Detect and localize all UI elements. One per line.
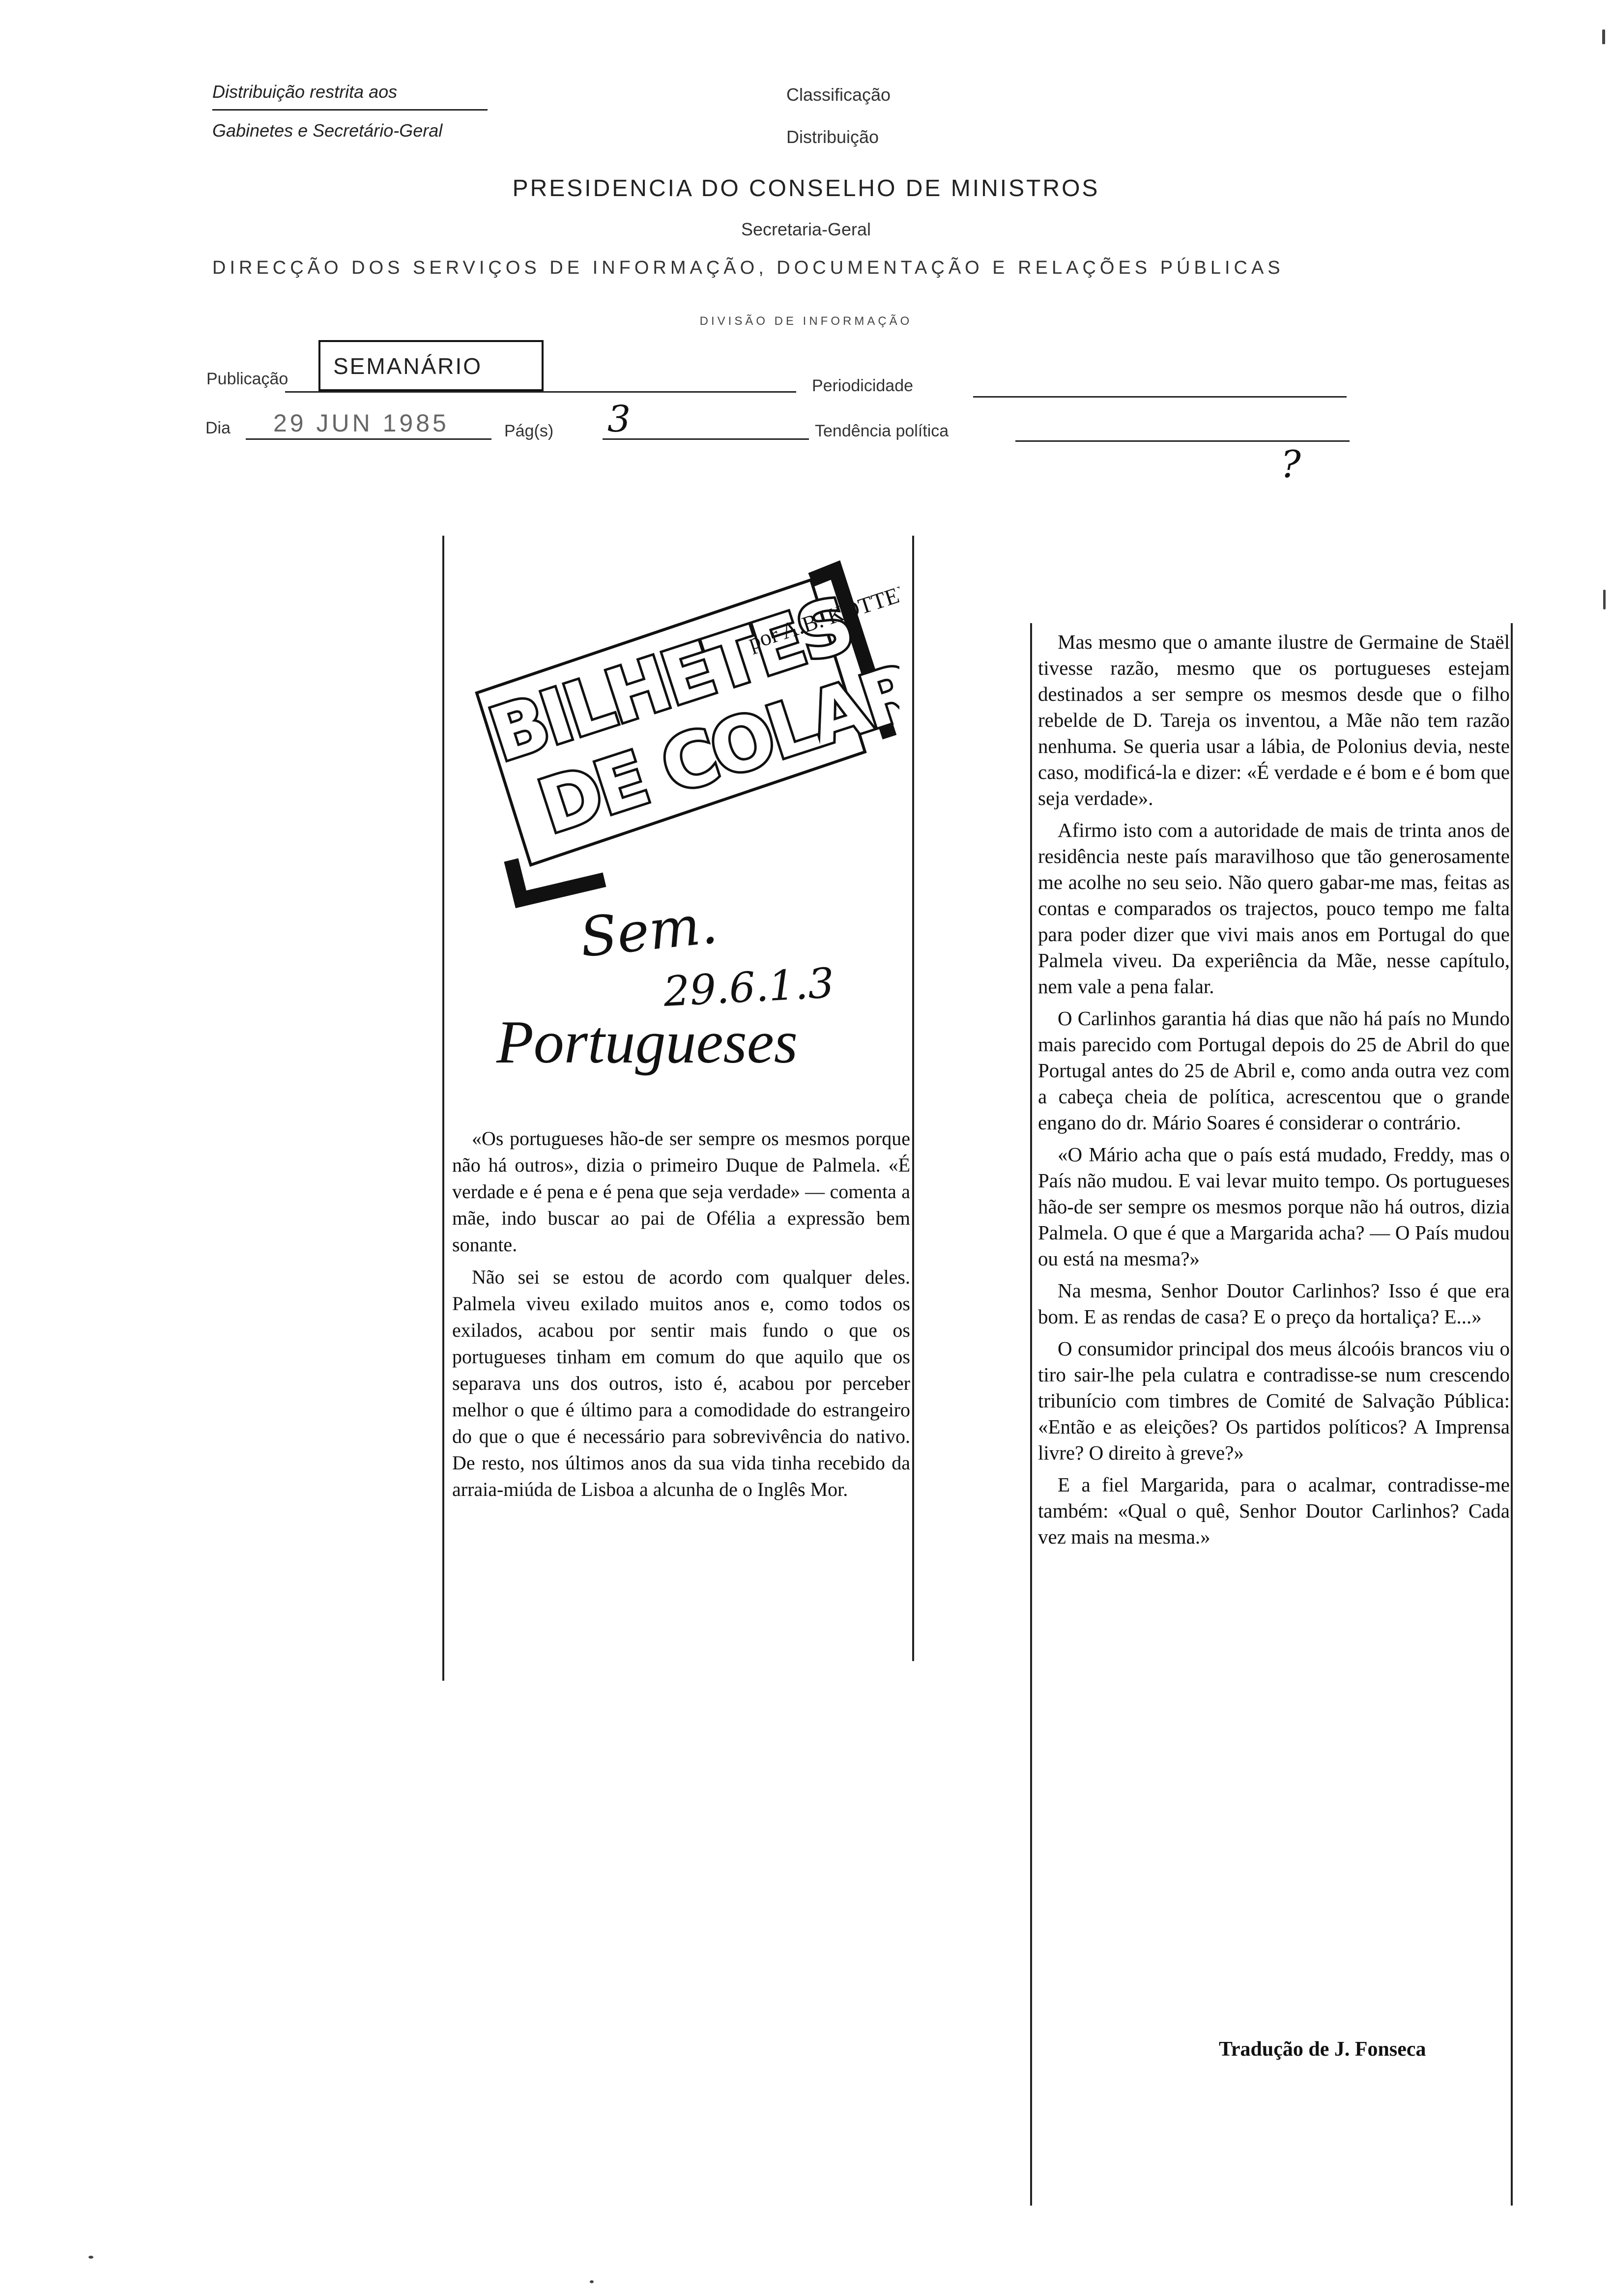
pages-underline	[603, 438, 809, 440]
handwritten-annotation-2: 29.6.1.3	[662, 958, 835, 1016]
right-clipping-edge	[1030, 623, 1032, 2206]
distribution-note-line2: Gabinetes e Secretário-Geral	[212, 120, 443, 141]
scan-speck	[590, 2280, 594, 2283]
ministry-title: PRESIDENCIA DO CONSELHO DE MINISTROS	[512, 175, 1100, 201]
right-paragraph-3: O Carlinhos garantia há dias que não há país no Mundo mais parecido com Portugal depois do 25 de Abril do que Portugal antes do 25 de Abril e, como anda outra vez com a cabeça cheia de política, acrescentou que o grande engano do dr. Mário Soares é considerar o contrário.	[1038, 1007, 1510, 1134]
publication-label: Publicação	[206, 370, 288, 388]
day-label: Dia	[205, 419, 231, 437]
byline: por A.B. KOTTER	[745, 577, 899, 655]
scan-speck	[1603, 590, 1606, 609]
pages-label: Pág(s)	[504, 422, 554, 440]
distribution-note-line1: Distribuição restrita aos	[212, 82, 398, 102]
pages-handwritten: 3	[607, 398, 631, 440]
article-title: Portugueses	[496, 1008, 798, 1076]
periodicity-underline	[973, 396, 1347, 398]
scan-speck	[88, 2256, 93, 2259]
classification-label: Classificação	[786, 85, 891, 105]
day-stamp: 29 JUN 1985	[273, 409, 449, 437]
banner-line2: DE COLARES	[529, 618, 899, 851]
right-paragraph-6: O consumidor principal dos meus álcoóis brancos viu o tiro sair-lhe pela culatra e contradisse-se num crescendo tribunício com timbres de Comité de Salvação Pública: «Então e as eleições? Os partidos políticos? A Imprensa livre? O direito à greve?»	[1038, 1337, 1510, 1464]
left-paragraph-2: Não sei se estou de acordo com qualquer deles. Palmela viveu exilado muitos anos e, como todos os exilados, acabou por sentir mais fundo o que os portugueses tinham em comum do que aquilo que os separava uns dos outros, isto é, acabou por perceber melhor o que é último para a comodidade do estrangeiro do que o que é necessário para sobrevivência do nativo. De resto, nos últimos anos da sua vida tinha recebido da arraia-miúda de Lisboa a alcunha de o Inglês Mor.	[452, 1266, 910, 1500]
handwritten-annotation-1: Sem.	[577, 892, 720, 970]
tendency-underline	[1015, 440, 1350, 442]
distribution-label: Distribuição	[786, 127, 879, 147]
right-paragraph-7: E a fiel Margarida, para o acalmar, contradisse-me também: «Qual o quê, Senhor Doutor Carlinhos? Cada vez mais na mesma.»	[1038, 1473, 1510, 1548]
directorate-title: DIRECÇÃO DOS SERVIÇOS DE INFORMAÇÃO, DOCUMENTAÇÃO E RELAÇÕES PÚBLICAS	[212, 258, 1284, 278]
publication-underline	[285, 391, 796, 393]
division-title: DIVISÃO DE INFORMAÇÃO	[699, 315, 913, 328]
tendency-label: Tendência política	[815, 422, 949, 440]
right-paragraph-1: Mas mesmo que o amante ilustre de Germaine de Staël tivesse razão, mesmo que os portugueses estejam destinados a ser sempre os mesmos desde que o filho rebelde de D. Tareja os inventou, a Mãe não tem razão nenhuma. Se queria usar a lábia, de Polonius devia, neste caso, modificá-la e dizer: «É verdade e é bom e é bom que seja verdade».	[1038, 631, 1510, 809]
left-paragraph-1: «Os portugueses hão-de ser sempre os mesmos porque não há outros», dizia o primeiro Duque de Palmela. «É verdade e é pena e é pena que seja verdade» — comenta a mãe, indo buscar ao pai de Ofélia a expressão bem sonante.	[452, 1127, 910, 1256]
secretariat-title: Secretaria-Geral	[741, 219, 871, 239]
right-clipping-edge-right	[1511, 623, 1513, 2206]
scan-speck	[1602, 29, 1605, 44]
tendency-handwritten: ?	[1281, 442, 1301, 486]
distribution-note-underline	[212, 109, 488, 111]
publication-value: SEMANÁRIO	[333, 353, 483, 379]
right-paragraph-4: «O Mário acha que o país está mudado, Freddy, mas o País não mudou. E vai levar muito tempo. Os portugueses hão-de ser sempre os mesmos porque não há outros, dizia Palmela. O que é que a Margarida acha? — O País mudou ou está na mesma?»	[1038, 1143, 1510, 1270]
periodicity-label: Periodicidade	[812, 376, 914, 395]
day-underline	[246, 438, 491, 440]
right-paragraph-2: Afirmo isto com a autoridade de mais de trinta anos de residência neste país maravilhoso que tão generosamente me acolhe no seu seio. Não quero gabar-me mas, feitas as contas e comparados os trajectos, pouco tempo me falta para poder dizer que vivi mais anos em Portugal do que Palmela viveu. Da experiência da Mãe, nesse capítulo, nem vale a pena falar.	[1038, 819, 1510, 998]
left-clipping-edge-right	[912, 536, 914, 1661]
right-paragraph-5: Na mesma, Senhor Doutor Carlinhos? Isso é que era bom. E as rendas de casa? E o preço da hortaliça? E...»	[1038, 1279, 1510, 1328]
left-article-body	[452, 1125, 910, 1509]
left-clipping-edge	[442, 536, 444, 1681]
right-article-body	[1038, 629, 1510, 1556]
banner-line1: BILHETES	[480, 582, 862, 779]
translation-credit: Tradução de J. Fonseca	[1219, 2038, 1426, 2061]
